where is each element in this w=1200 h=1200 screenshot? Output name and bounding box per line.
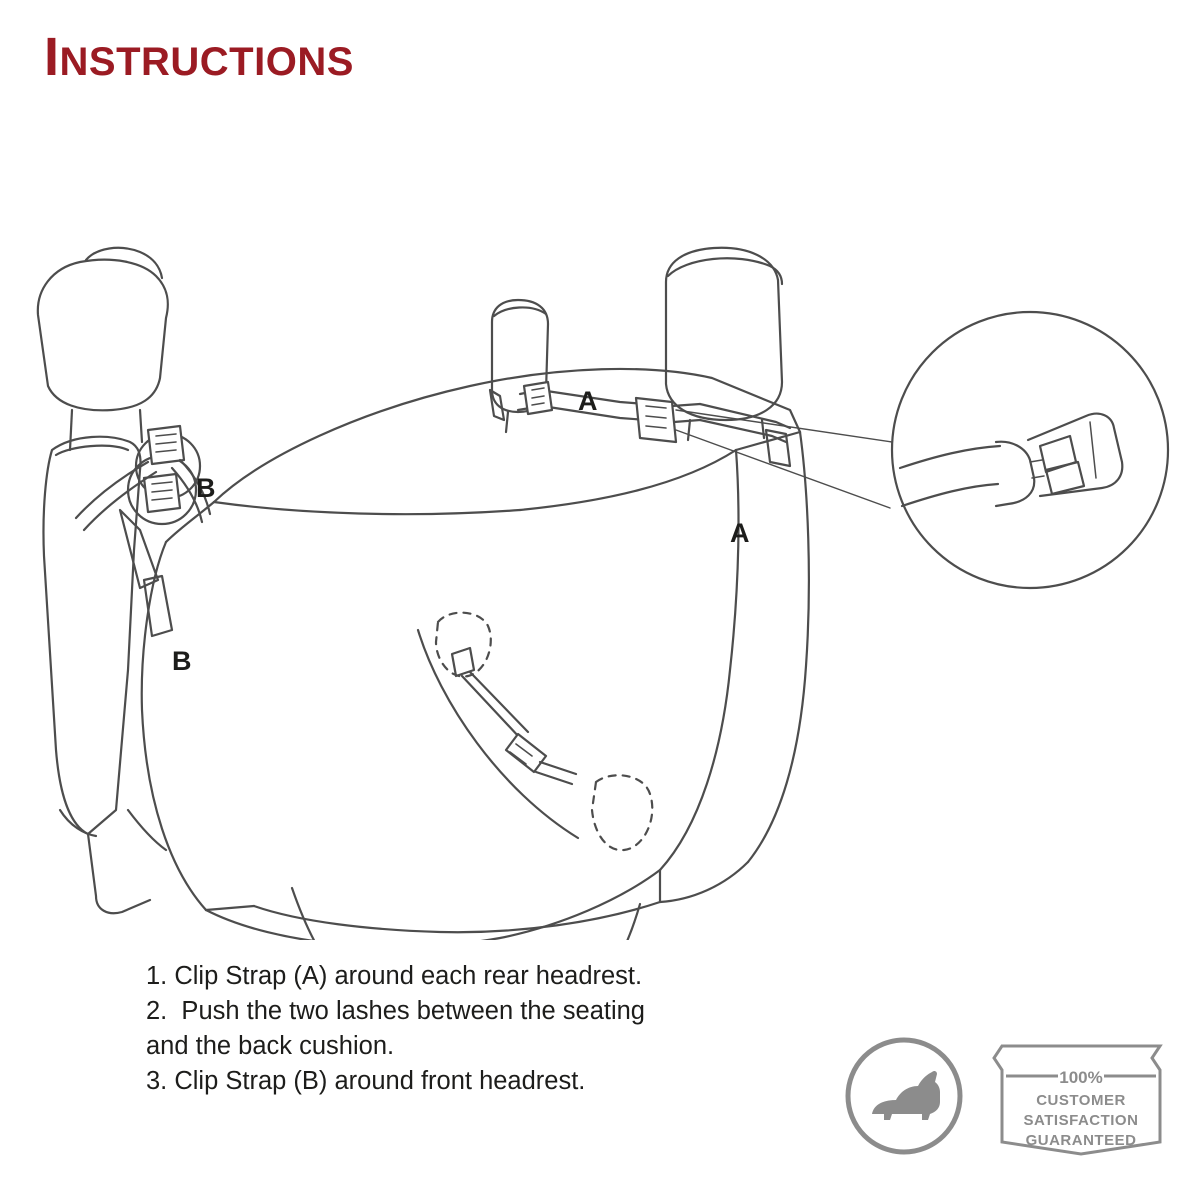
instructions-list bbox=[146, 960, 786, 1101]
front-headrest-crease bbox=[86, 248, 162, 278]
cover-pocket-dashed-lower bbox=[592, 775, 652, 850]
detail-webbing-bottom bbox=[902, 484, 998, 506]
strap-b-group bbox=[76, 426, 210, 636]
diagram-label-b-bottom: B bbox=[172, 646, 192, 676]
guarantee-line2: SATISFACTION bbox=[1023, 1112, 1139, 1129]
satisfaction-guarantee-badge bbox=[994, 1046, 1160, 1154]
strap-a-buckle-left bbox=[524, 382, 552, 414]
cover-left-edge bbox=[142, 542, 206, 910]
cover-top-edge bbox=[214, 369, 800, 502]
front-seat-group bbox=[38, 248, 168, 913]
instruction-step-1: 1. Clip Strap (A) around each rear headrest. bbox=[146, 962, 643, 990]
lash-straps-group bbox=[452, 648, 576, 784]
seat-cover-diagram bbox=[0, 110, 1200, 940]
page-title-rest: NSTRUCTIONS bbox=[59, 40, 354, 84]
badges-svg bbox=[840, 1030, 1170, 1160]
cover-bottom-left-join bbox=[206, 906, 254, 910]
cover-right-outer-edge bbox=[748, 432, 809, 862]
lash-webbing-lower-b bbox=[536, 772, 572, 784]
front-seat-base-left bbox=[88, 834, 150, 913]
detail-webbing-top bbox=[900, 446, 1000, 468]
dog-silhouette-badge bbox=[848, 1040, 960, 1152]
detail-circle-outline bbox=[892, 312, 1168, 588]
rear-headrest-right-outline bbox=[666, 248, 782, 420]
rear-headrest-right-crease bbox=[668, 258, 782, 284]
rear-headrest-left-crease bbox=[494, 307, 546, 316]
front-headrest-post-left bbox=[70, 410, 72, 450]
instruction-step-2-cont: and the back cushion. bbox=[146, 1032, 395, 1061]
detail-female-body bbox=[996, 442, 1034, 506]
front-headrest-post-right bbox=[140, 410, 142, 442]
cover-right-inner-edge bbox=[660, 450, 738, 870]
cover-seam-upper-right bbox=[520, 450, 736, 510]
instruction-step-2: 2. Push the two lashes between the seating bbox=[146, 997, 645, 1026]
rear-headrest-left-post bbox=[506, 412, 508, 432]
diagram-svg bbox=[0, 110, 1200, 940]
strap-b-buckle-upper bbox=[148, 426, 184, 464]
strap-b-buckle-lower bbox=[144, 474, 180, 512]
strap-a-group bbox=[490, 382, 790, 466]
detail-male-edge bbox=[1090, 422, 1096, 478]
rear-headrest-right-post-left bbox=[688, 420, 690, 440]
detail-circle-group bbox=[892, 312, 1168, 588]
front-seatback-outline bbox=[43, 437, 140, 834]
guarantee-percent: 100% bbox=[1059, 1068, 1103, 1087]
lash-webbing-upper bbox=[462, 676, 520, 738]
front-seat-base-edge bbox=[128, 810, 166, 850]
diagram-label-a-top: A bbox=[578, 386, 598, 416]
page-title-initial: I bbox=[44, 27, 60, 87]
diagram-label-a-right: A bbox=[730, 518, 750, 548]
page-title bbox=[44, 27, 354, 87]
cover-seam-diagonal bbox=[418, 630, 578, 838]
cover-right-bottom bbox=[660, 862, 748, 902]
instruction-step-3: 3. Clip Strap (B) around front headrest. bbox=[146, 1067, 586, 1096]
lash-webbing-upper-b bbox=[470, 672, 528, 732]
front-seatback-top-crease bbox=[56, 446, 128, 455]
detail-buckle-illustration bbox=[900, 414, 1122, 506]
cover-seam-upper bbox=[214, 502, 520, 514]
lash-webbing-lower bbox=[540, 762, 576, 774]
front-headrest-outline bbox=[38, 260, 168, 411]
diagram-label-b-top: B bbox=[196, 473, 216, 503]
guarantee-line1: CUSTOMER bbox=[1036, 1092, 1126, 1109]
guarantee-line3: GUARANTEED bbox=[1025, 1132, 1137, 1149]
strap-a-buckle-center bbox=[636, 398, 676, 442]
cover-pocket-dashed-upper bbox=[436, 613, 491, 677]
cover-bottom-curve bbox=[206, 870, 660, 940]
badges-area bbox=[840, 1030, 1170, 1160]
hammock-cover-group bbox=[142, 369, 809, 940]
